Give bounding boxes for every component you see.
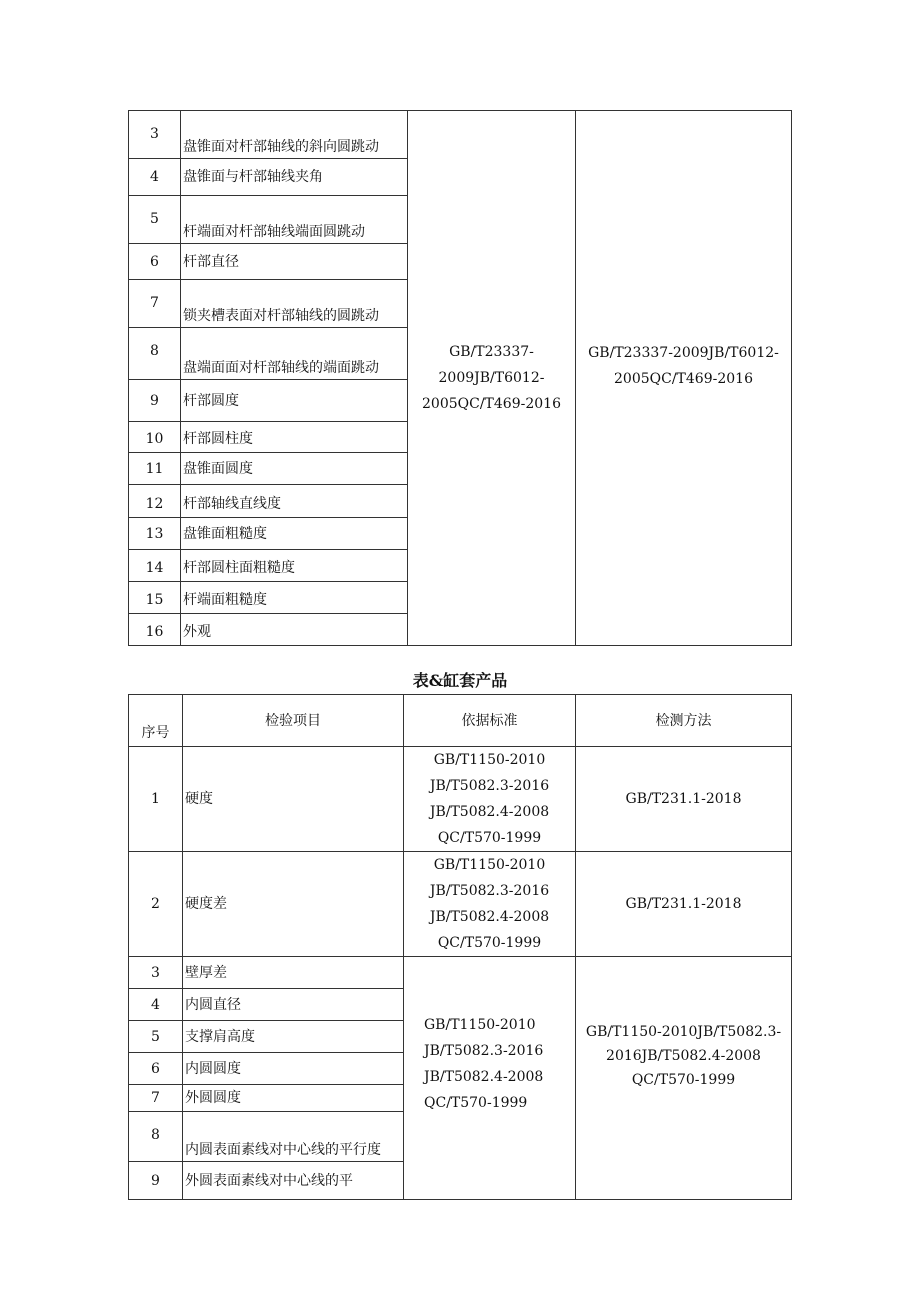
- standard-cell: [408, 111, 576, 646]
- inspection-item: 壁厚差: [183, 957, 404, 989]
- row-number: 6: [129, 244, 181, 280]
- header-method: 检测方法: [576, 695, 792, 747]
- header-row: [129, 695, 792, 747]
- table-row: [129, 747, 792, 852]
- inspection-item: 内圆表面素线对中心线的平行度: [183, 1112, 404, 1162]
- inspection-table-valve: [128, 110, 792, 646]
- row-number: 9: [129, 1162, 183, 1200]
- inspection-item: 内圆直径: [183, 989, 404, 1021]
- table-row: [129, 957, 792, 989]
- standard-line: JB/T5082.4-2008: [429, 909, 550, 925]
- standard-line: JB/T5082.3-2016: [429, 883, 550, 899]
- row-number: 16: [129, 614, 181, 646]
- standard-line: GB/T1150-2010: [433, 752, 546, 768]
- inspection-item: 锁夹槽表面对杆部轴线的圆跳动: [181, 280, 408, 328]
- method-line: GB/T23337-2009JB/T6012-: [588, 345, 779, 361]
- row-number: 6: [129, 1053, 183, 1085]
- method-cell: [576, 957, 792, 1200]
- method-cell: GB/T231.1-2018: [576, 852, 792, 957]
- row-number: 4: [129, 159, 181, 196]
- method-line: 2005QC/T469-2016: [614, 371, 753, 387]
- method-cell: [576, 111, 792, 646]
- method-line: 2016JB/T5082.4-2008: [606, 1048, 761, 1064]
- inspection-item: 外圆表面素线对中心线的平: [183, 1162, 404, 1200]
- inspection-item: 杆部轴线直线度: [181, 485, 408, 518]
- inspection-item: 外圆圆度: [183, 1085, 404, 1112]
- standard-line: QC/T570-1999: [437, 830, 542, 846]
- row-number: 1: [129, 747, 183, 852]
- standard-line: GB/T1150-2010: [433, 857, 546, 873]
- inspection-item: 杆端面粗糙度: [181, 582, 408, 614]
- section-title: 表&缸套产品: [412, 671, 508, 690]
- table-row: [129, 852, 792, 957]
- inspection-item: 盘锥面圆度: [181, 453, 408, 485]
- method-line: QC/T570-1999: [631, 1072, 736, 1088]
- row-number: 10: [129, 422, 181, 453]
- row-number: 8: [129, 328, 181, 380]
- inspection-item: 内圆圆度: [183, 1053, 404, 1085]
- header-item: 检验项目: [183, 695, 404, 747]
- inspection-item: 硬度: [183, 747, 404, 852]
- row-number: 4: [129, 989, 183, 1021]
- row-number: 11: [129, 453, 181, 485]
- row-number: 8: [129, 1112, 183, 1162]
- inspection-item: 支撑肩高度: [183, 1021, 404, 1053]
- standard-line: QC/T570-1999: [424, 1095, 528, 1111]
- inspection-item: 硬度差: [183, 852, 404, 957]
- method-line: GB/T1150-2010JB/T5082.3-: [585, 1024, 782, 1040]
- row-number: 13: [129, 518, 181, 550]
- inspection-item: 杆端面对杆部轴线端面圆跳动: [181, 196, 408, 244]
- standard-line: JB/T5082.4-2008: [429, 804, 550, 820]
- row-number: 15: [129, 582, 181, 614]
- row-number: 5: [129, 196, 181, 244]
- header-standard: 依据标准: [404, 695, 576, 747]
- row-number: 9: [129, 380, 181, 422]
- row-number: 2: [129, 852, 183, 957]
- standard-line: GB/T1150-2010: [424, 1017, 536, 1033]
- standard-cell: [404, 957, 576, 1200]
- row-number: 7: [129, 1085, 183, 1112]
- standard-line: JB/T5082.3-2016: [429, 778, 550, 794]
- inspection-item: 外观: [181, 614, 408, 646]
- standard-cell: [404, 747, 576, 852]
- standard-cell: [404, 852, 576, 957]
- standard-line: JB/T5082.3-2016: [424, 1043, 544, 1059]
- method-cell: GB/T231.1-2018: [576, 747, 792, 852]
- row-number: 3: [129, 111, 181, 159]
- row-number: 5: [129, 1021, 183, 1053]
- header-no: 序号: [129, 695, 183, 747]
- standard-line: 2005QC/T469-2016: [422, 396, 561, 412]
- row-number: 12: [129, 485, 181, 518]
- row-number: 7: [129, 280, 181, 328]
- inspection-table-liner: [128, 694, 792, 1200]
- standard-line: 2009JB/T6012-: [438, 370, 545, 386]
- inspection-item: 盘锥面对杆部轴线的斜向圆跳动: [181, 111, 408, 159]
- table-row: [129, 111, 792, 159]
- inspection-item: 杆部圆柱度: [181, 422, 408, 453]
- standard-line: QC/T570-1999: [437, 935, 542, 951]
- standard-line: JB/T5082.4-2008: [424, 1069, 544, 1085]
- standard-line: GB/T23337-: [449, 344, 534, 360]
- row-number: 14: [129, 550, 181, 582]
- inspection-item: 杆部圆度: [181, 380, 408, 422]
- inspection-item: 杆部直径: [181, 244, 408, 280]
- row-number: 3: [129, 957, 183, 989]
- inspection-item: 盘锥面与杆部轴线夹角: [181, 159, 408, 196]
- inspection-item: 盘端面面对杆部轴线的端面跳动: [181, 328, 408, 380]
- inspection-item: 盘锥面粗糙度: [181, 518, 408, 550]
- inspection-item: 杆部圆柱面粗糙度: [181, 550, 408, 582]
